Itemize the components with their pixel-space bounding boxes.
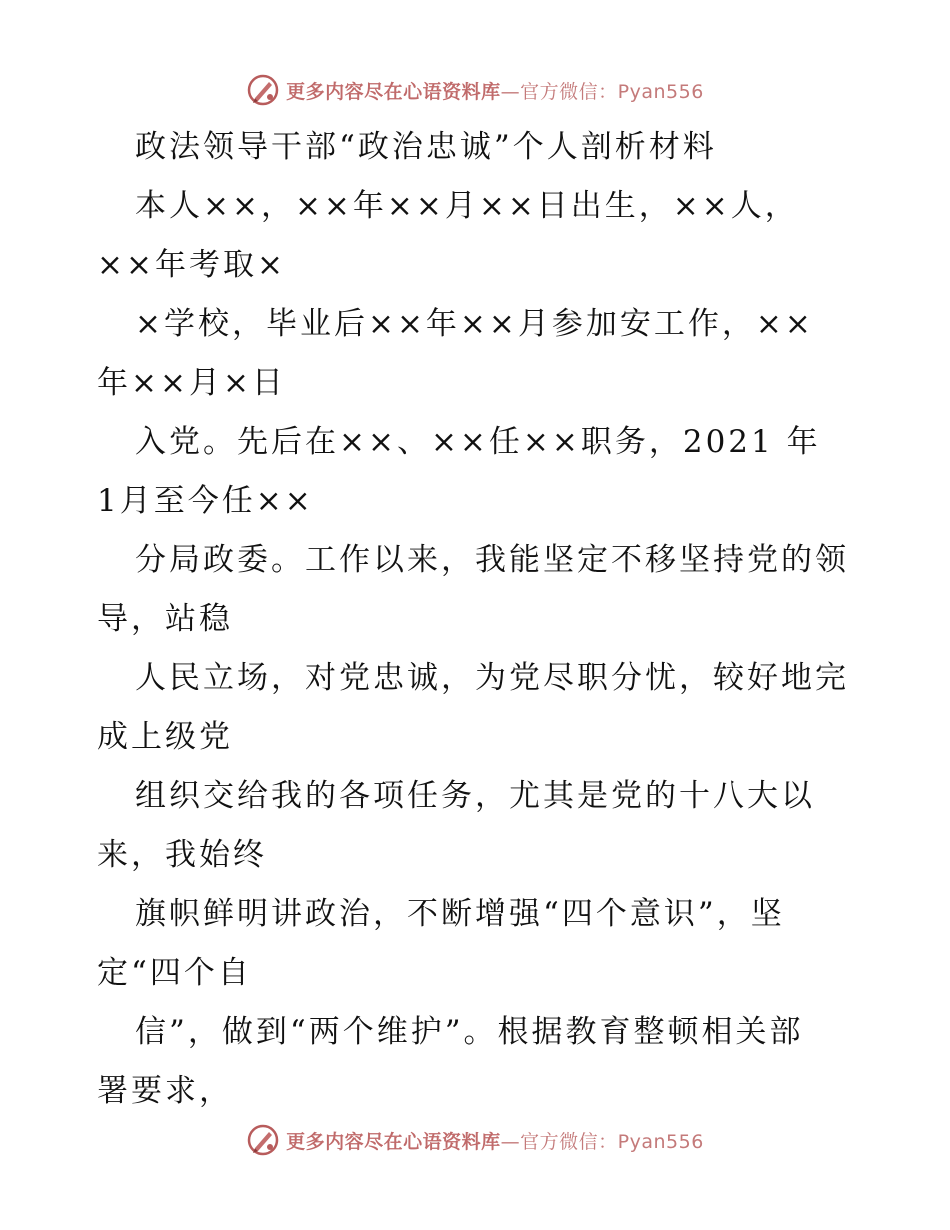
page-header-banner [0, 68, 950, 112]
footer-banner-tail: —官方微信：Pyan556 [500, 1130, 704, 1153]
footer-banner [246, 1123, 704, 1157]
text-line: 本人××，××年××月××日出生，××人， [135, 188, 799, 224]
text-line: 入党。先后在××、××任××职务，2021 年 [135, 424, 821, 460]
text-line: 定“四个自 [97, 955, 252, 991]
text-line: 导，站稳 [97, 601, 233, 637]
page-footer-banner [0, 1118, 950, 1162]
text-line: 署要求， [97, 1073, 233, 1109]
text-line: 成上级党 [97, 719, 233, 755]
pen-logo-icon [246, 1123, 280, 1157]
document-body [97, 118, 857, 1121]
header-banner-tail: —官方微信：Pyan556 [500, 80, 704, 103]
text-line: ×学校，毕业后××年××月参加安工作，×× [135, 306, 814, 342]
footer-banner-text [286, 1127, 704, 1154]
header-banner-text [286, 77, 704, 104]
pen-logo-icon [246, 73, 280, 107]
text-line: 信”，做到“两个维护”。根据教育整顿相关部 [135, 1014, 804, 1050]
footer-banner-lead: 更多内容尽在心语资料库 [286, 1130, 501, 1153]
header-banner-lead: 更多内容尽在心语资料库 [286, 80, 501, 103]
text-line: 人民立场，对党忠诚，为党尽职分忧，较好地完 [135, 660, 849, 696]
text-line: 分局政委。工作以来，我能坚定不移坚持党的领 [135, 542, 849, 578]
text-line: 年××月×日 [97, 365, 286, 401]
text-line: ××年考取× [97, 247, 286, 283]
header-banner [246, 73, 704, 107]
text-line: 组织交给我的各项任务，尤其是党的十八大以 [135, 778, 815, 814]
text-line: 1月至今任×× [97, 483, 314, 519]
document-title: 政法领导干部“政治忠诚”个人剖析材料 [135, 129, 717, 165]
text-line: 旗帜鲜明讲政治，不断增强“四个意识”，坚 [135, 896, 785, 932]
text-line: 来，我始终 [97, 837, 267, 873]
